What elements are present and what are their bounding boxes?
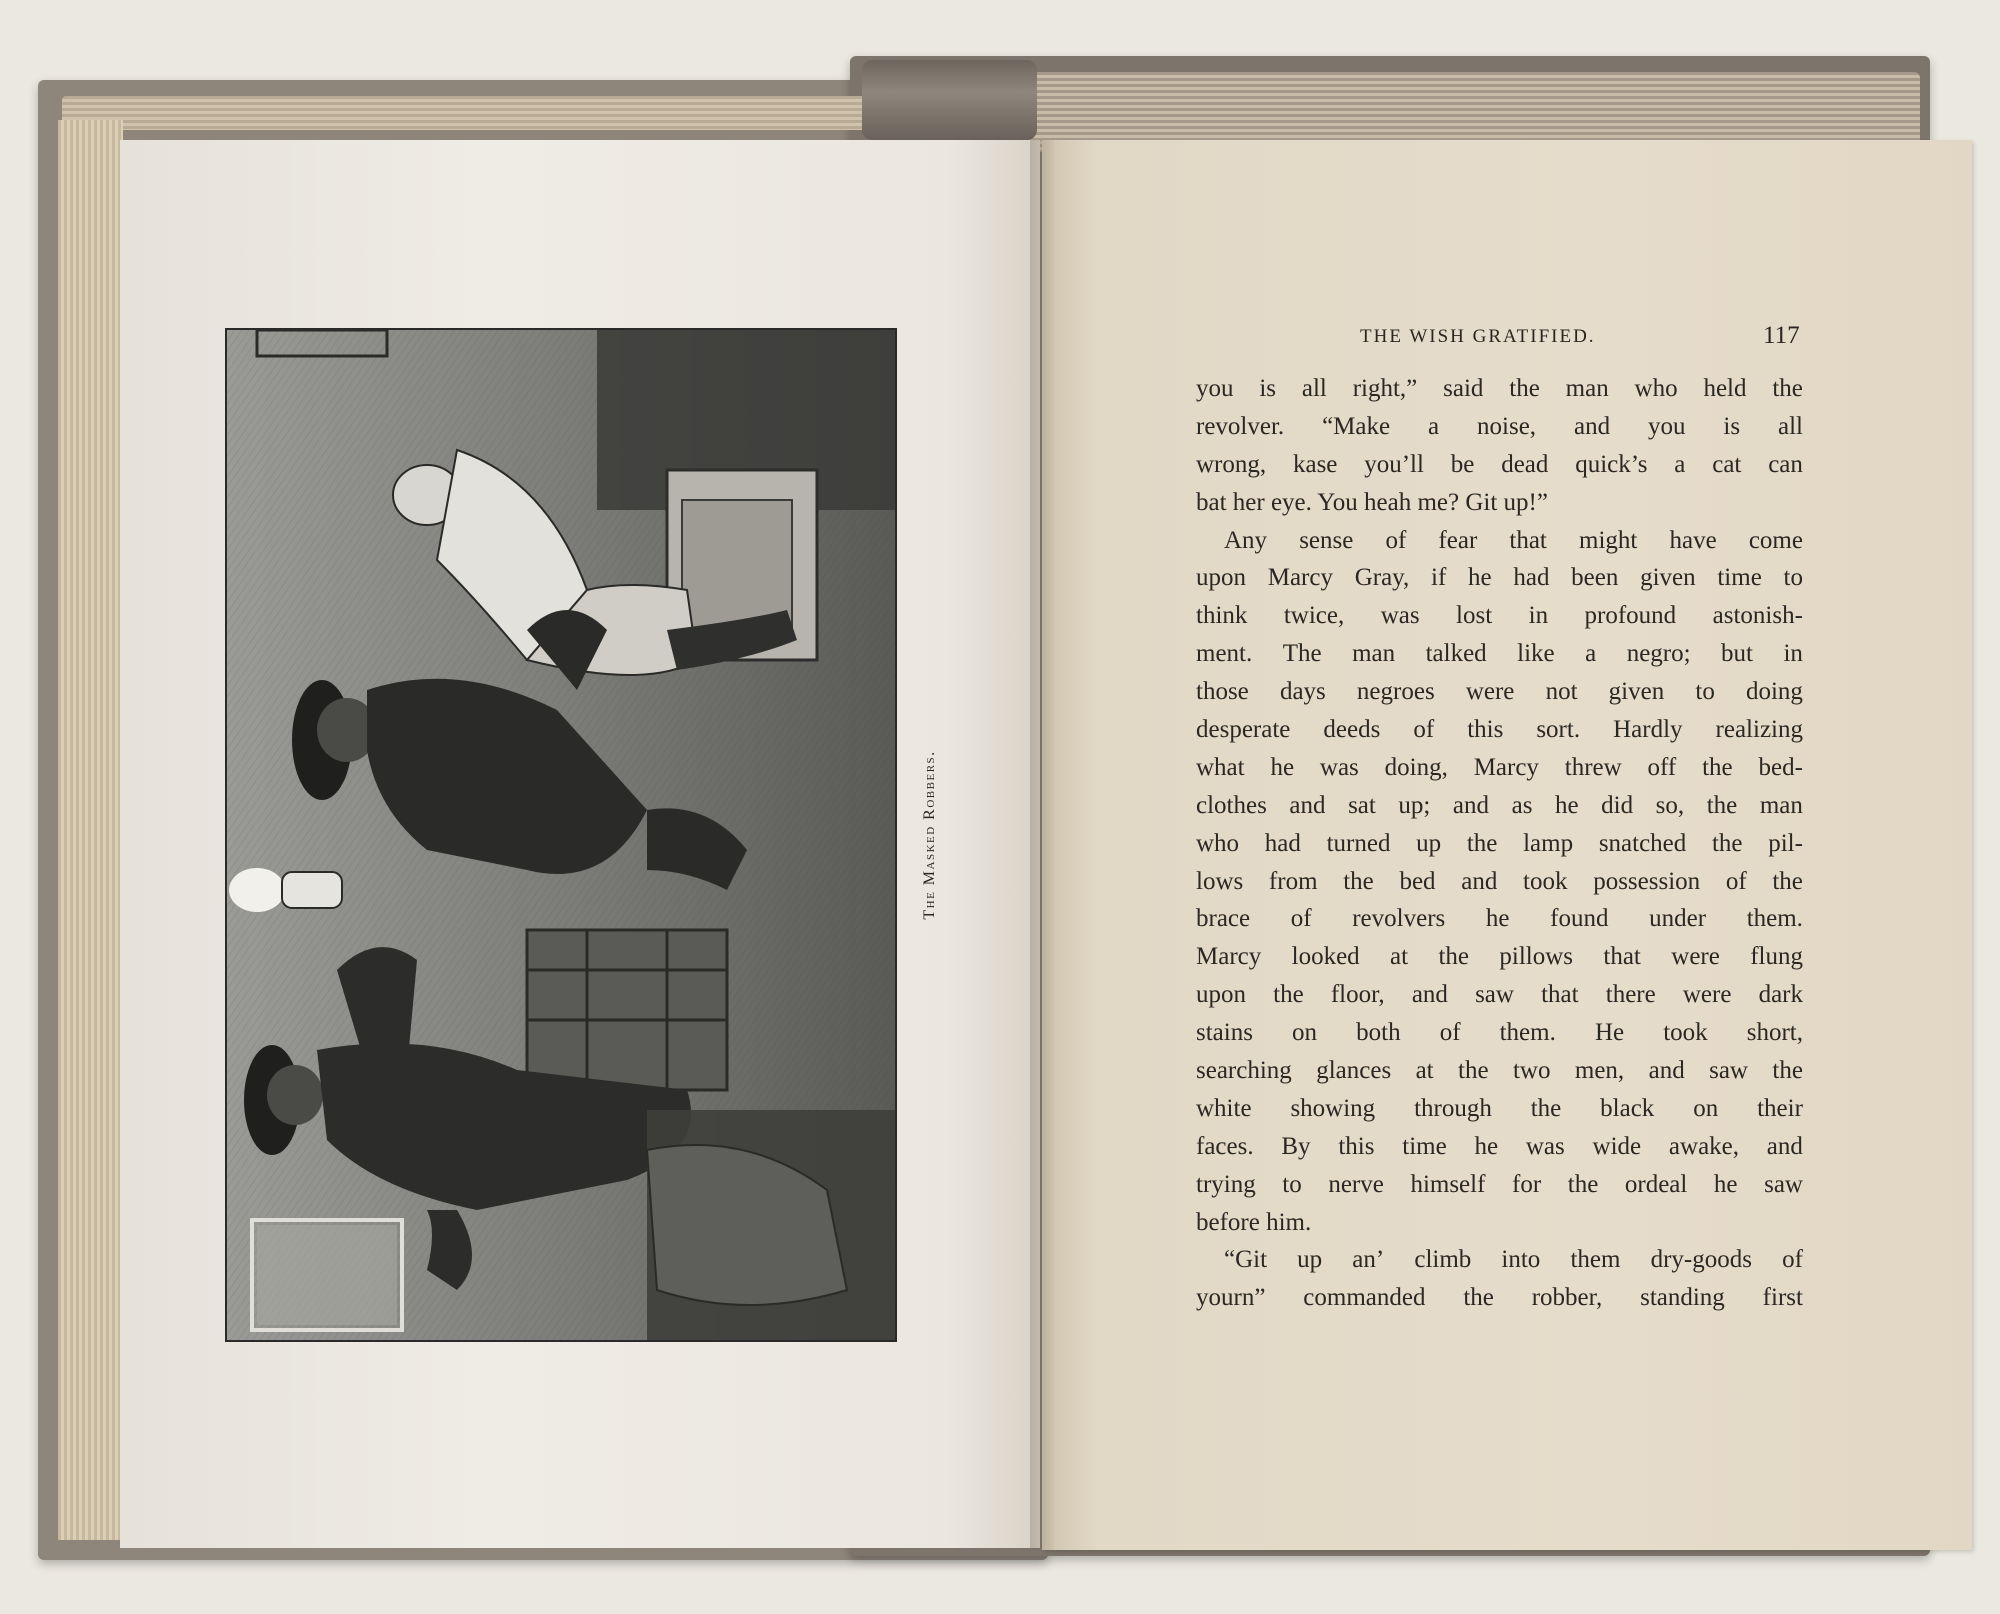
text-line: brace of revolvers he found under them. [1196,905,1803,933]
text-line: clothes and sat up; and as he did so, the man [1196,791,1803,819]
lamp [282,872,342,908]
plate-illustration [225,328,897,1342]
running-head: THE WISH GRATIFIED. [1360,326,1596,347]
text-line: Any sense of fear that might have come [1224,526,1803,554]
text-line: “Git up an’ climb into them dry-goods of [1224,1246,1803,1274]
text-line: searching glances at the two men, and saw the [1196,1057,1803,1085]
text-line: faces. By this time he was wide awake, and [1196,1132,1803,1160]
text-line: desperate deeds of this sort. Hardly realizing [1196,716,1803,744]
page-gutter [1030,140,1054,1550]
text-line: stains on both of them. He took short, [1196,1019,1803,1047]
text-line: what he was doing, Marcy threw off the bed- [1196,753,1803,781]
text-line: Marcy looked at the pillows that were flung [1196,943,1803,971]
text-line: revolver. “Make a noise, and you is all [1196,412,1803,440]
page-edges-side [58,120,123,1540]
text-line: those days negroes were not given to doing [1196,678,1803,706]
text-line: bat her eye. You heah me? Git up!” [1196,488,1548,516]
page-number: 117 [1763,322,1800,349]
text-line: upon Marcy Gray, if he had been given time to [1196,564,1803,592]
plate-caption: The Masked Robbers. [921,750,938,920]
text-line: upon the floor, and saw that there were dark [1196,981,1803,1009]
text-line: lows from the bed and took possession of the [1196,867,1803,895]
body-text [1196,370,1803,1317]
text-line: ment. The man talked like a negro; but in [1196,640,1803,668]
text-line: before him. [1196,1208,1312,1236]
lamp-glow [229,868,285,912]
text-line: think twice, was lost in profound astonish- [1196,602,1803,630]
text-line: trying to nerve himself for the ordeal he saw [1196,1170,1803,1198]
page-edges-top-left [62,96,997,130]
text-line: yourn” commanded the robber, standing first [1196,1284,1803,1312]
text-line: wrong, kase you’ll be dead quick’s a cat can [1196,450,1803,478]
trunk [527,930,727,1090]
book-spine [862,60,1037,140]
text-line: you is all right,” said the man who held the [1196,375,1803,402]
text-line: who had turned up the lamp snatched the pil- [1196,829,1803,857]
text-line: white showing through the black on their [1196,1094,1803,1122]
